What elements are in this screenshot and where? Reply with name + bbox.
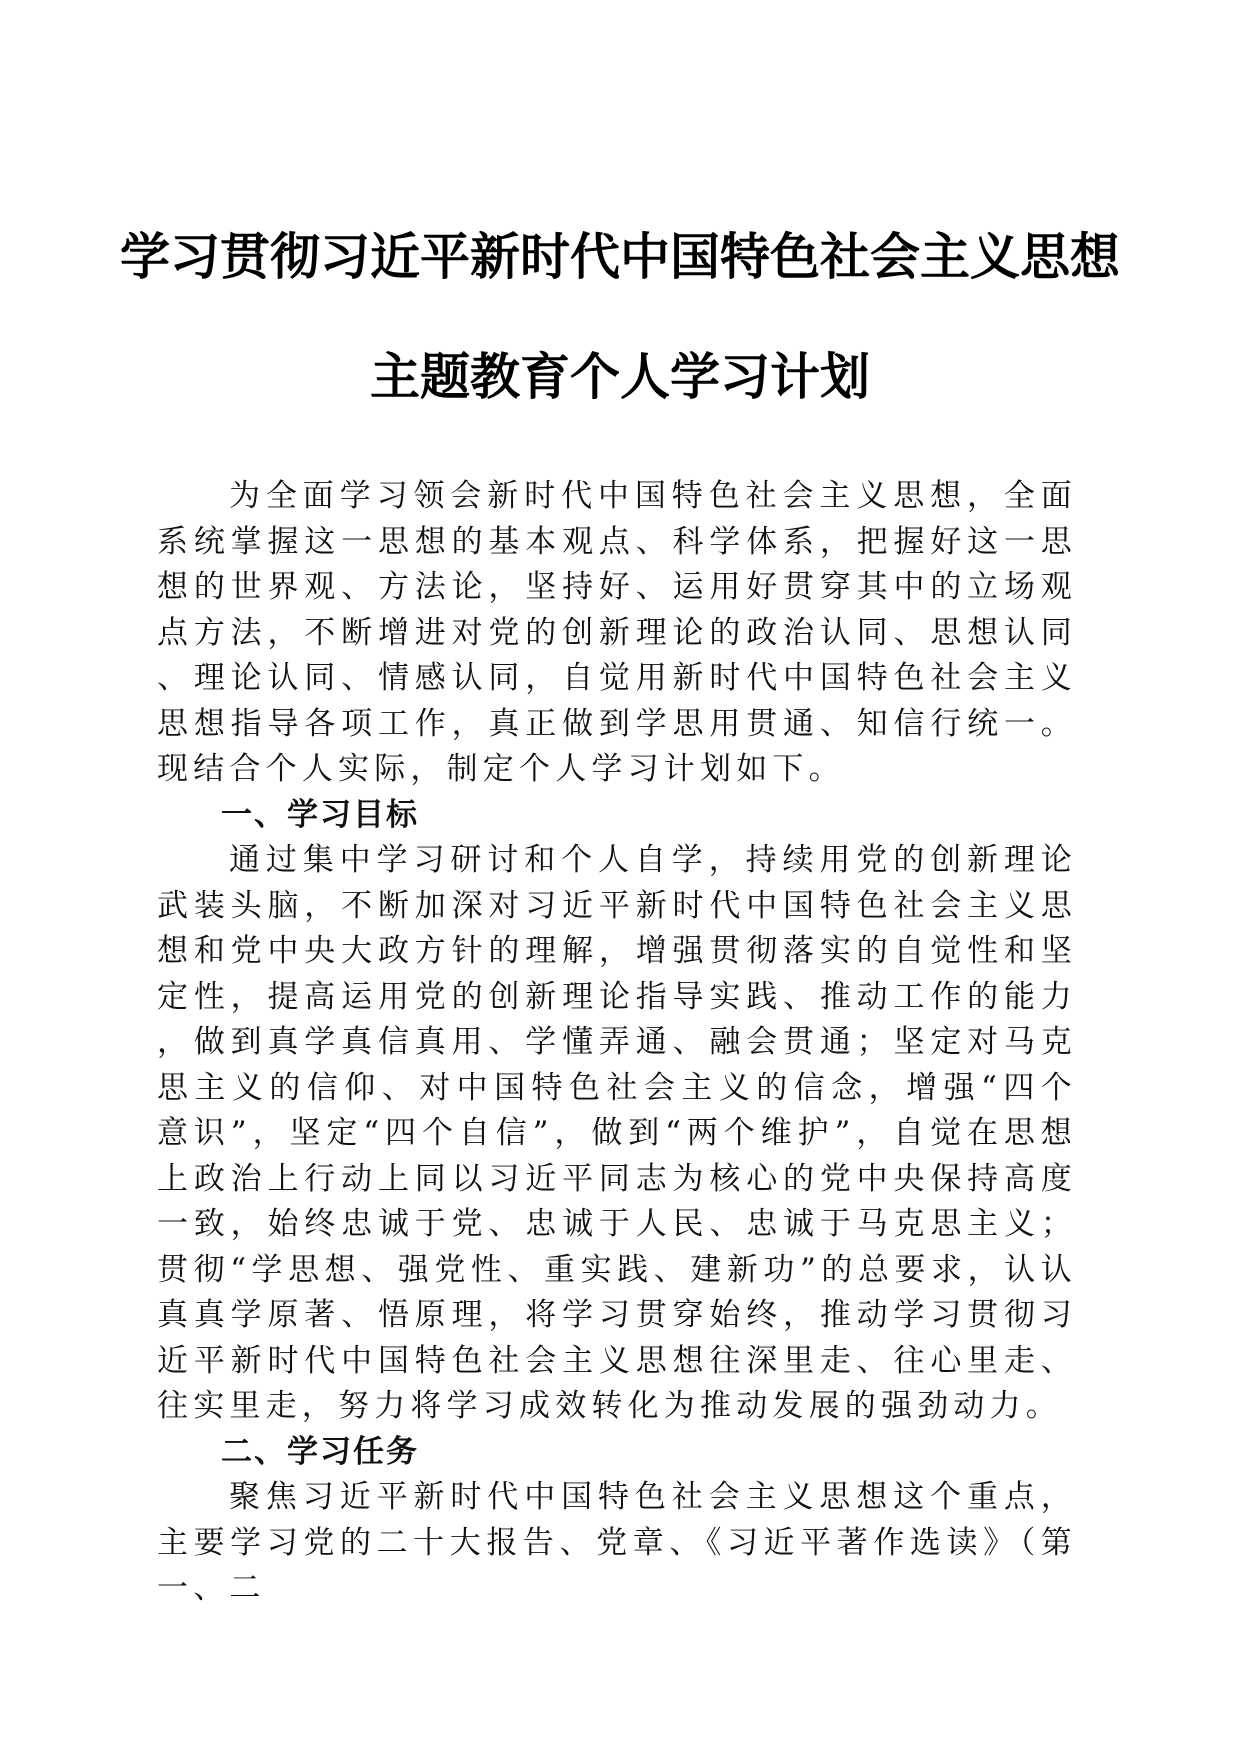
document-title-line-2: 主题教育个人学习计划 <box>370 348 870 406</box>
section-heading-goals: 一、学习目标 <box>221 796 419 833</box>
document-body <box>157 474 1077 1612</box>
document-title-line-1: 学习贯彻习近平新时代中国特色社会主义思想 <box>120 228 1120 286</box>
section-heading-tasks: 二、学习任务 <box>221 1433 419 1470</box>
intro-paragraph: 为全面学习领会新时代中国特色社会主义思想，全面系统掌握这一思想的基本观点、科学体系，把握好这一思想的世界观、方法论，坚持好、运用好贯穿其中的立场观点方法，不断增进对党的创新理论的政治认同、思想认同、理论认同、情感认同，自觉用新时代中国特色社会主义思想指导各项工作，真正做到学思用贯通、知信行统一。现结合个人实际，制定个人学习计划如下。 <box>157 478 1077 787</box>
section-paragraph-tasks: 聚焦习近平新时代中国特色社会主义思想这个重点，主要学习党的二十大报告、党章、《习近平著作选读》（第一、二 <box>157 1479 1077 1606</box>
section-paragraph-goals: 通过集中学习研讨和个人自学，持续用党的创新理论武装头脑，不断加深对习近平新时代中国特色社会主义思想和党中央大政方针的理解，增强贯彻落实的自觉性和坚定性，提高运用党的创新理论指导实践、推动工作的能力，做到真学真信真用、学懂弄通、融会贯通；坚定对马克思主义的信仰、对中国特色社会主义的信念，增强“四个意识”，坚定“四个自信”，做到“两个维护”，自觉在思想上政治上行动上同以习近平同志为核心的党中央保持高度一致，始终忠诚于党、忠诚于人民、忠诚于马克思主义；贯彻“学思想、强党性、重实践、建新功”的总要求，认认真真学原著、悟原理，将学习贯穿始终，推动学习贯彻习近平新时代中国特色社会主义思想往深里走、往心里走、往实里走，努力将学习成效转化为推动发展的强劲动力。 <box>157 842 1077 1424</box>
